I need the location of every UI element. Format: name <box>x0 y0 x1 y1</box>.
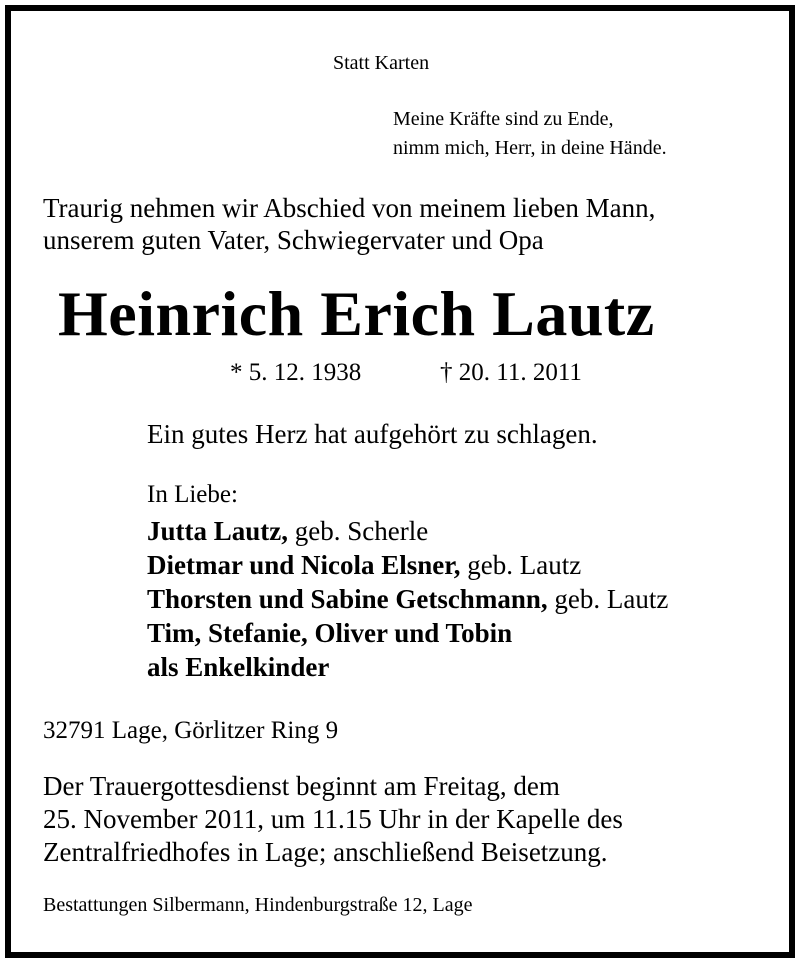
mourner-name: als Enkelkinder <box>147 652 330 682</box>
mourner-line <box>147 552 581 579</box>
quote: Ein gutes Herz hat aufgehört zu schlagen. <box>147 419 598 449</box>
mourner-note: geb. Scherle <box>288 516 429 546</box>
mourner-note: geb. Lautz <box>547 584 669 614</box>
statt-karten: Statt Karten <box>333 52 430 74</box>
mourner-name: Thorsten und Sabine Getschmann, <box>147 584 548 614</box>
service-line-1: Der Trauergottesdienst beginnt am Freitag, dem <box>43 771 560 801</box>
service-line-2: 25. November 2011, um 11.15 Uhr in der Kapelle des <box>43 804 623 834</box>
mourner-line <box>147 586 668 613</box>
mourner-line <box>147 518 428 545</box>
mourner-note: geb. Lautz <box>460 550 582 580</box>
death-date: † 20. 11. 2011 <box>440 359 582 386</box>
intro-line-2: unserem guten Vater, Schwiegervater und Opa <box>43 225 544 255</box>
verse-line-1: Meine Kräfte sind zu Ende, <box>393 108 614 130</box>
service-line-3: Zentralfriedhofes in Lage; anschließend Beisetzung. <box>43 837 608 867</box>
birth-date: * 5. 12. 1938 <box>230 359 362 386</box>
intro-line-1: Traurig nehmen wir Abschied von meinem lieben Mann, <box>43 193 656 223</box>
mourners-intro: In Liebe: <box>147 481 238 508</box>
mourner-line <box>147 620 512 647</box>
undertaker: Bestattungen Silbermann, Hindenburgstraße 12, Lage <box>43 894 473 916</box>
mourner-name: Jutta Lautz, <box>147 516 288 546</box>
address: 32791 Lage, Görlitzer Ring 9 <box>43 717 339 744</box>
mourner-line <box>147 654 329 681</box>
deceased-name: Heinrich Erich Lautz <box>58 278 655 349</box>
mourner-name: Dietmar und Nicola Elsner, <box>147 550 461 580</box>
verse-line-2: nimm mich, Herr, in deine Hände. <box>393 137 667 159</box>
mourner-name: Tim, Stefanie, Oliver und Tobin <box>147 618 513 648</box>
